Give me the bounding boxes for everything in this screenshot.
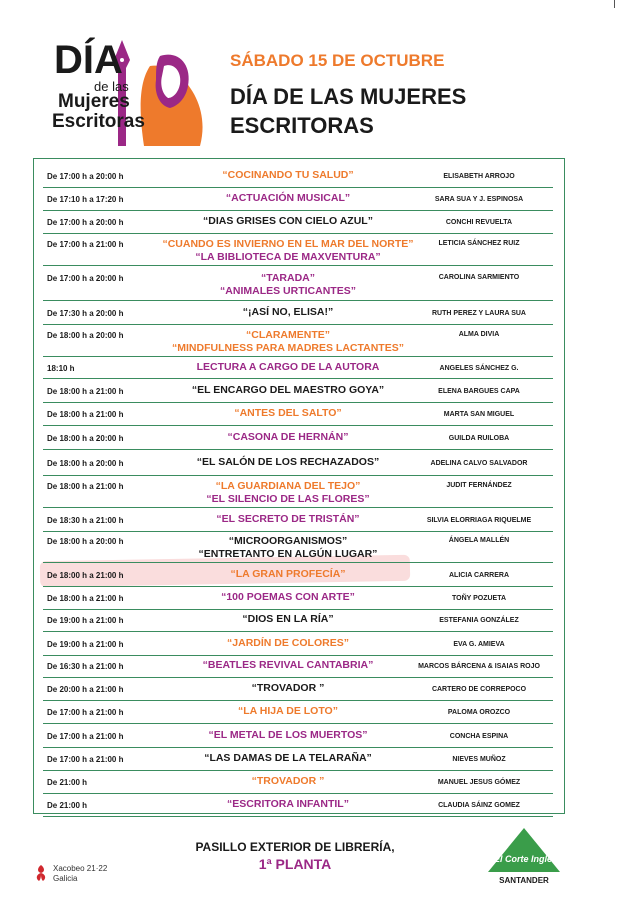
schedule-title-second: “ANIMALES URTICANTES” bbox=[220, 285, 356, 297]
location-line1: PASILLO EXTERIOR DE LIBRERÍA, bbox=[195, 840, 395, 854]
brand-city: SANTANDER bbox=[499, 876, 549, 885]
schedule-row bbox=[43, 477, 553, 508]
schedule-author: ALICIA CARRERA bbox=[448, 572, 510, 579]
schedule-row bbox=[43, 532, 553, 563]
schedule-title: “LA HIJA DE LOTO” bbox=[238, 705, 338, 717]
schedule-author: ELISABETH ARROJO bbox=[443, 173, 515, 180]
xacobeo-line1: Xacobeo 21·22 bbox=[53, 864, 108, 873]
schedule-author: LETICIA SÁNCHEZ RUIZ bbox=[438, 240, 520, 247]
schedule-time: De 17:00 h a 21:00 h bbox=[47, 708, 124, 717]
schedule-title: “COCINANDO TU SALUD” bbox=[222, 169, 354, 181]
schedule-row bbox=[43, 655, 553, 678]
schedule-time: De 17:00 h a 21:00 h bbox=[47, 240, 124, 249]
schedule-row bbox=[43, 725, 553, 748]
schedule-author: ESTEFANIA GONZÁLEZ bbox=[439, 617, 519, 624]
schedule-title-second: “LA BIBLIOTECA DE MAXVENTURA” bbox=[195, 251, 381, 263]
schedule-author: EVA G. AMIEVA bbox=[453, 641, 505, 648]
schedule-row bbox=[43, 771, 553, 794]
schedule-title: “EL SALÓN DE LOS RECHAZADOS” bbox=[196, 456, 380, 468]
schedule-time: De 18:00 h a 21:00 h bbox=[47, 410, 124, 419]
schedule-row bbox=[43, 235, 553, 266]
schedule-title: LECTURA A CARGO DE LA AUTORA bbox=[196, 361, 380, 373]
schedule-title: “EL SECRETO DE TRISTÁN” bbox=[216, 513, 360, 525]
schedule-row bbox=[43, 267, 553, 301]
schedule-author: ELENA BARGUES CAPA bbox=[438, 388, 520, 395]
schedule-row bbox=[43, 701, 553, 724]
schedule-title-second: “MINDFULNESS PARA MADRES LACTANTES” bbox=[172, 342, 404, 354]
schedule-title: “LAS DAMAS DE LA TELARAÑA” bbox=[204, 752, 372, 764]
location-line2: 1ª PLANTA bbox=[258, 856, 332, 872]
schedule-row bbox=[43, 326, 553, 357]
schedule-row bbox=[43, 450, 553, 476]
logo-delas: de las bbox=[94, 79, 129, 94]
corner-mark bbox=[614, 0, 615, 8]
schedule-title: “EL ENCARGO DEL MAESTRO GOYA” bbox=[191, 384, 385, 396]
schedule-time: De 18:00 h a 21:00 h bbox=[47, 571, 124, 580]
schedule-title: “ESCRITORA INFANTIL” bbox=[227, 798, 349, 810]
schedule-time: De 18:00 h a 21:00 h bbox=[47, 387, 124, 396]
schedule-title: “EL METAL DE LOS MUERTOS” bbox=[208, 729, 368, 741]
schedule-time: De 18:00 h a 20:00 h bbox=[47, 537, 124, 546]
schedule-time: De 18:00 h a 21:00 h bbox=[47, 594, 124, 603]
schedule-title: “TARADA” bbox=[260, 272, 316, 284]
schedule-row bbox=[43, 633, 553, 656]
schedule-time: De 17:00 h a 21:00 h bbox=[47, 732, 124, 741]
schedule-author: GUILDA RUILOBA bbox=[448, 435, 510, 442]
schedule-time: De 18:30 h a 21:00 h bbox=[47, 516, 124, 525]
schedule-author: MANUEL JESUS GÓMEZ bbox=[437, 779, 521, 786]
schedule-row bbox=[43, 403, 553, 426]
schedule-title: “CASONA DE HERNÁN” bbox=[227, 431, 349, 443]
schedule-row bbox=[43, 358, 553, 379]
schedule-author: SARA SUA Y J. ESPINOSA bbox=[434, 196, 524, 203]
schedule-title: “ANTES DEL SALTO” bbox=[234, 407, 342, 419]
xacobeo-logo bbox=[33, 862, 133, 886]
schedule-time: De 17:00 h a 21:00 h bbox=[47, 755, 124, 764]
schedule-title-second: “ENTRETANTO EN ALGÚN LUGAR” bbox=[198, 548, 378, 560]
schedule-row bbox=[43, 678, 553, 701]
schedule-title: “CUANDO ES INVIERNO EN EL MAR DEL NORTE” bbox=[162, 238, 414, 250]
schedule-title: “JARDÍN DE COLORES” bbox=[227, 637, 349, 649]
schedule-time: De 18:00 h a 20:00 h bbox=[47, 434, 124, 443]
schedule-author: ADELINA CALVO SALVADOR bbox=[430, 460, 528, 467]
brand-name: El Corte Inglés bbox=[494, 854, 558, 864]
event-date: SÁBADO 15 DE OCTUBRE bbox=[230, 51, 445, 70]
schedule-author: CARTERO DE CORREPOCO bbox=[431, 686, 527, 693]
schedule-title: “LA GRAN PROFECÍA” bbox=[230, 568, 346, 580]
event-logo bbox=[50, 36, 200, 156]
schedule-title: “TROVADOR ” bbox=[251, 775, 325, 787]
schedule-row bbox=[43, 509, 553, 532]
schedule-title: “TROVADOR ” bbox=[251, 682, 325, 694]
el-corte-ingles-logo bbox=[482, 826, 566, 890]
xacobeo-logo-icon bbox=[33, 864, 49, 882]
schedule-title: “BEATLES REVIVAL CANTABRIA” bbox=[202, 659, 374, 671]
logo-escritoras: Escritoras bbox=[52, 111, 145, 132]
schedule-author: CLAUDIA SÁINZ GOMEZ bbox=[438, 802, 520, 809]
schedule-row bbox=[43, 165, 553, 188]
el-corte-ingles-logo-icon bbox=[482, 826, 566, 876]
schedule-title: “ACTUACIÓN MUSICAL” bbox=[225, 192, 351, 204]
schedule-author: SILVIA ELORRIAGA RIQUELME bbox=[426, 517, 532, 524]
schedule-author: PALOMA OROZCO bbox=[447, 709, 511, 716]
schedule-author: JUDIT FERNÁNDEZ bbox=[446, 482, 512, 489]
schedule-time: De 21:00 h bbox=[47, 801, 88, 810]
schedule-time: De 17:00 h a 20:00 h bbox=[47, 172, 124, 181]
schedule-time: De 17:10 h a 17:20 h bbox=[47, 195, 124, 204]
schedule-time: De 18:00 h a 20:00 h bbox=[47, 331, 124, 340]
schedule-time: De 17:00 h a 20:00 h bbox=[47, 274, 124, 283]
schedule-time: De 21:00 h bbox=[47, 778, 88, 787]
schedule-author: CONCHA ESPINA bbox=[449, 733, 509, 740]
schedule-time: De 16:30 h a 21:00 h bbox=[47, 662, 124, 671]
schedule-time: De 17:00 h a 20:00 h bbox=[47, 218, 124, 227]
schedule-time: De 20:00 h a 21:00 h bbox=[47, 685, 124, 694]
schedule-author: ANGELES SÁNCHEZ G. bbox=[439, 365, 519, 372]
schedule-author: TOÑY POZUETA bbox=[451, 595, 507, 602]
schedule-author: MARCOS BÁRCENA & ISAIAS ROJO bbox=[418, 663, 540, 670]
schedule-time: De 19:00 h a 21:00 h bbox=[47, 640, 124, 649]
schedule-author: NIEVES MUÑOZ bbox=[452, 756, 506, 763]
schedule-title: “DIAS GRISES CON CIELO AZUL” bbox=[203, 215, 373, 227]
schedule-title: “CLARAMENTE” bbox=[246, 329, 330, 341]
schedule-author: ÁNGELA MALLÉN bbox=[448, 537, 510, 544]
schedule-row bbox=[43, 794, 553, 817]
schedule-time: De 18:00 h a 20:00 h bbox=[47, 459, 124, 468]
event-title: DÍA DE LAS MUJERES ESCRITORAS bbox=[230, 84, 467, 138]
logo-dia: DÍA bbox=[54, 38, 123, 82]
schedule-title-second: “EL SILENCIO DE LAS FLORES” bbox=[206, 493, 370, 505]
schedule-time: De 18:00 h a 21:00 h bbox=[47, 482, 124, 491]
schedule-row bbox=[43, 211, 553, 234]
schedule-author: CAROLINA SARMIENTO bbox=[438, 274, 520, 281]
woman-silhouette-icon bbox=[130, 36, 210, 151]
schedule-row bbox=[43, 380, 553, 403]
schedule-table bbox=[33, 158, 565, 814]
schedule-time: 18:10 h bbox=[47, 364, 75, 373]
schedule-title: “100 POEMAS CON ARTE” bbox=[221, 591, 355, 603]
schedule-row bbox=[43, 427, 553, 450]
schedule-author: RUTH PEREZ Y LAURA SUA bbox=[432, 310, 526, 317]
schedule-row bbox=[43, 188, 553, 211]
xacobeo-line2: Galicia bbox=[53, 874, 78, 883]
schedule-row bbox=[43, 609, 553, 632]
schedule-author: MARTA SAN MIGUEL bbox=[443, 411, 515, 418]
schedule-row bbox=[43, 564, 553, 587]
schedule-title: “MICROORGANISMOS” bbox=[228, 535, 348, 547]
logo-mujeres: Mujeres bbox=[58, 91, 130, 112]
schedule-row bbox=[43, 748, 553, 771]
schedule-time: De 17:30 h a 20:00 h bbox=[47, 309, 124, 318]
schedule-row bbox=[43, 587, 553, 610]
schedule-title: “DIOS EN LA RÍA” bbox=[242, 613, 334, 625]
schedule-time: De 19:00 h a 21:00 h bbox=[47, 616, 124, 625]
location-info bbox=[190, 840, 400, 872]
schedule-author: ALMA DIVIA bbox=[458, 331, 500, 338]
schedule-author: CONCHI REVUELTA bbox=[445, 219, 513, 226]
schedule-title: “LA GUARDIANA DEL TEJO” bbox=[215, 480, 361, 492]
schedule-row bbox=[43, 302, 553, 325]
schedule-title: “¡ASÍ NO, ELISA!” bbox=[242, 306, 334, 318]
